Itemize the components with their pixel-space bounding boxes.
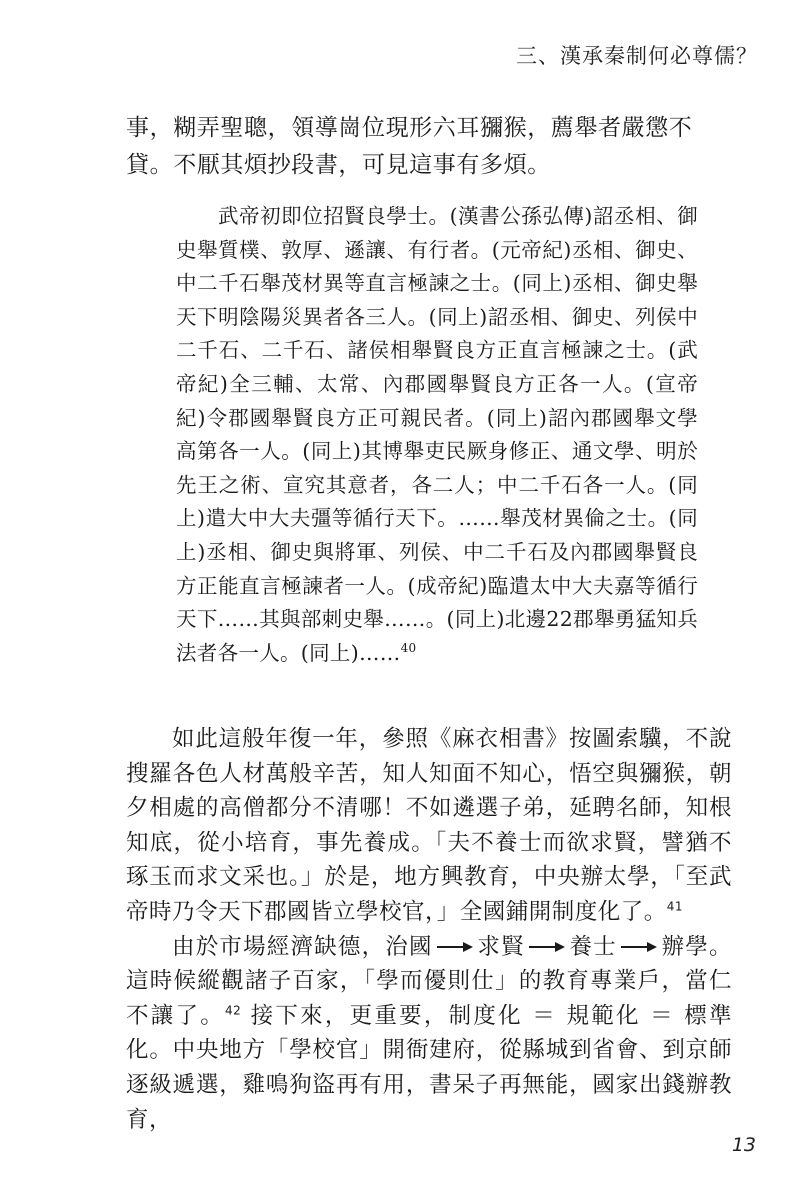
- quotation-body: 武帝初即位招賢良學士。(漢書公孫弘傳)詔丞相、御史舉質樸、敦厚、遜讓、有行者。(元帝紀)丞相、御史、中二千石舉茂材異等直言極諫之士。(同上)丞相、御史舉天下明陰陽災異者各三人。(同上)詔丞相、御史、列侯中二千石、二千石、諸侯相舉賢良方正直言極諫之士。(武帝紀)全三輔、太常、內郡國舉賢良方正各一人。(宣帝紀)令郡國舉賢良方正可親民者。(同上)詔內郡國舉文學高第各一人。(同上)其博舉吏民厥身修正、通文學、明於先王之術、宣究其意者，各二人；中二千石各一人。(同上)遣大中大夫彊等循行天下。……舉茂材異倫之士。(同上)丞相、御史與將軍、列侯、中二千石及內郡國舉賢良方正能直言極諫者一人。(成帝紀)臨遣太中大夫嘉等循行天下……其與部刺史舉……。(同上)北邊22郡舉勇猛知兵法者各一人。(同上)……: [176, 204, 698, 665]
- paragraph-1-text: 如此這般年復一年，參照《麻衣相書》按圖索驥，不說搜羅各色人材萬般辛苦，知人知面不知心，悟空與獼猴，朝夕相處的高僧都分不清哪！不如遴選子弟，延聘名師，知根知底，從小培育，事先養成。「夫不養士而欲求賢，譬猶不琢玉而求文采也。」於是，地方興教育，中央辦太學，「至武帝時乃令天下郡國皆立學校官，」全國鋪開制度化了。: [126, 726, 732, 925]
- paragraph-2-text-e: 接下來，更重要，制度化 ＝ 規範化 ＝ 標準化。中央地方「學校官」開衙建府，從縣城到省會、到京師逐級遞選，雞鳴狗盜再有用，書呆子再無能，國家出錢辦教育，: [126, 1002, 732, 1133]
- footnote-ref-40[interactable]: 40: [400, 640, 417, 655]
- quotation-text: [176, 200, 698, 670]
- paragraph-2-text-c: 養士: [568, 933, 617, 960]
- intro-paragraph: [126, 110, 732, 184]
- paragraph-2-text-d: 辦學。這時候縱觀諸子百家，「學而優則仕」的教育專業戶，當仁不讓了。: [126, 933, 732, 1029]
- paragraph-2-text-b: 求賢: [476, 933, 525, 960]
- intro-text: 事，糊弄聖聰，領導崗位現形六耳獼猴，薦舉者嚴懲不貸。不厭其煩抄段書，可見這事有多煩。: [126, 115, 693, 178]
- running-header: 三、漢承秦制何必尊儒？: [516, 44, 758, 68]
- footnote-ref-42[interactable]: 42: [225, 1003, 242, 1018]
- footnote-ref-41[interactable]: 41: [666, 899, 684, 914]
- right-arrow-icon: [529, 942, 565, 952]
- paragraph-1: [126, 722, 732, 930]
- block-quotation: [176, 200, 698, 670]
- paragraph-2: [126, 930, 732, 1138]
- paragraph-2-text-a: 由於市場經濟缺德，治國: [172, 933, 433, 960]
- page-number: 13: [731, 1134, 756, 1156]
- body-text: [126, 722, 732, 1137]
- right-arrow-icon: [437, 942, 473, 952]
- right-arrow-icon: [621, 942, 657, 952]
